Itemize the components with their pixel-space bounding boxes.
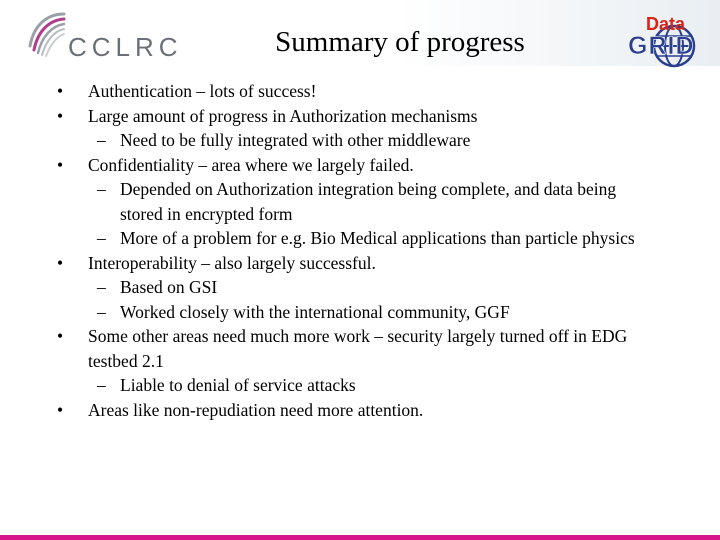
bullet-text: Authentication – lots of success! xyxy=(88,81,317,101)
bullet-text: Some other areas need much more work – security largely turned off in EDG testbed 2.1 xyxy=(88,326,628,371)
sub-bullet-item xyxy=(57,226,657,251)
bullet-marker: • xyxy=(57,81,64,101)
dash-marker: – xyxy=(97,277,106,297)
bullet-text: Confidentiality – area where we largely failed. xyxy=(88,154,414,175)
cclrc-logo-text: CCLRC xyxy=(68,32,183,62)
bullet-text: Large amount of progress in Authorization mechanisms xyxy=(88,105,478,126)
bullet-item xyxy=(57,398,657,423)
dash-marker: – xyxy=(97,375,106,395)
sub-bullet-item xyxy=(57,300,657,325)
sub-bullet-item xyxy=(57,128,657,153)
bullet-text: Areas like non-repudiation need more attention. xyxy=(88,399,424,420)
bullet-item xyxy=(57,104,657,129)
bullet-marker: • xyxy=(57,105,64,126)
bullet-marker: • xyxy=(57,326,64,346)
dash-marker: – xyxy=(97,179,106,199)
sub-bullet-item xyxy=(57,373,657,398)
datagrid-logo-large-text: GRID xyxy=(628,32,695,60)
bullet-text: Based on GSI xyxy=(120,277,218,297)
slide-header xyxy=(0,0,720,66)
bullet-item xyxy=(57,251,657,276)
sub-bullet-item xyxy=(57,177,657,226)
bullet-marker: • xyxy=(57,252,64,273)
bullet-text: Interoperability – also largely successful. xyxy=(88,252,376,273)
bullet-text: Worked closely with the international community, GGF xyxy=(120,301,510,322)
bottom-accent-bar xyxy=(0,535,720,540)
sub-bullet-item xyxy=(57,275,657,300)
dash-marker: – xyxy=(97,228,106,248)
bullet-list xyxy=(57,79,657,422)
dash-marker: – xyxy=(97,130,106,150)
bullet-item xyxy=(57,324,657,373)
page-title: Summary of progress xyxy=(275,26,525,58)
bullet-item xyxy=(57,79,657,104)
bullet-marker: • xyxy=(57,399,64,420)
bullet-text: Depended on Authorization integration being complete, and data being stored in encrypted form xyxy=(120,179,617,224)
bullet-text: Need to be fully integrated with other middleware xyxy=(120,130,471,150)
dash-marker: – xyxy=(97,301,106,322)
bullet-text: Liable to denial of service attacks xyxy=(120,375,356,395)
datagrid-logo-small-text: Data xyxy=(646,14,686,34)
bullet-item xyxy=(57,153,657,178)
datagrid-logo xyxy=(624,10,720,70)
bullet-text: More of a problem for e.g. Bio Medical applications than particle physics xyxy=(120,228,635,248)
bullet-marker: • xyxy=(57,154,64,175)
